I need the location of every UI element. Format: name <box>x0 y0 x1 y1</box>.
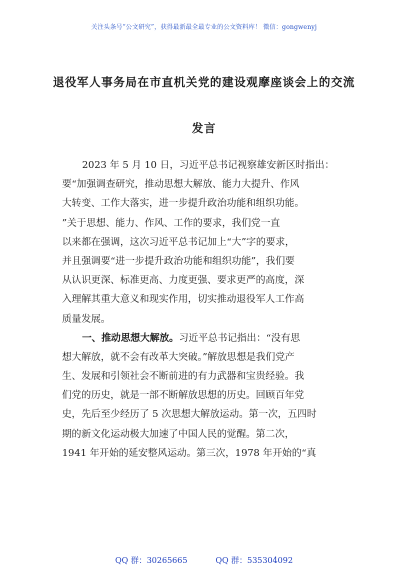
paragraph-line: 2023 年 5 月 10 日，习近平总书记视察雄安新区时指出： <box>82 160 335 171</box>
document-title-continued: 发言 <box>191 121 217 135</box>
paragraph-line: 质量发展。 <box>62 313 111 325</box>
paragraph-line: 从认识更深、标准更高、力度更强、要求更严的高度，深 <box>62 275 305 287</box>
paragraph-line: 入理解其重大意义和现实作用，切实推动退役军人工作高 <box>62 294 305 306</box>
paragraph-line: 要“加强调查研究，推动思想大解放、能力大提升、作风 <box>62 179 300 191</box>
paragraph-line: 想大解放，就不会有改革大突破。”解放思想是我们党产 <box>62 351 295 363</box>
paragraph-line: 生、发展和引领社会不断前进的有力武器和宝贵经验。我 <box>62 371 305 383</box>
paragraph-line: 以来都在强调，这次习近平总书记加上“大”字的要求， <box>62 236 295 248</box>
section-heading: 一、推动思想大解放。 <box>82 332 179 344</box>
section-first-text: 习近平总书记指出：“没有思 <box>178 332 301 344</box>
paragraph-line: 史，先后至少经历了 5 次思想大解放运动。第一次，五四时 <box>62 409 317 421</box>
paragraph-line: 大转变、工作大落实，进一步提升政治功能和组织功能。 <box>62 198 305 210</box>
paragraph-line: 期的新文化运动极大加速了中国人民的觉醒。第二次， <box>62 428 295 440</box>
document-body <box>62 156 362 463</box>
qq-group-2: QQ 群：535304092 <box>215 556 293 565</box>
paragraph-line: 1941 年开始的延安整风运动。第三次，1978 年开始的“真 <box>62 447 317 459</box>
paragraph-line: 并且强调要“进一步提升政治功能和组织功能”，我们要 <box>62 255 295 267</box>
footer-contacts <box>0 555 408 566</box>
paragraph-line: 们党的历史，就是一部不断解放思想的历史。回顾百年党 <box>62 390 305 402</box>
promo-banner: 关注头条号“公文研究”，获得最新最全最专业的公文资料库！ 微信：gongwenyj <box>91 24 317 31</box>
document-title: 退役军人事务局在市直机关党的建设观摩座谈会上的交流 <box>52 75 356 89</box>
paragraph-line: ”关于思想、能力、作风、工作的要求，我们党一直 <box>62 217 281 229</box>
section-first-line <box>62 329 362 348</box>
qq-group-1: QQ 群：30265665 <box>115 556 188 565</box>
